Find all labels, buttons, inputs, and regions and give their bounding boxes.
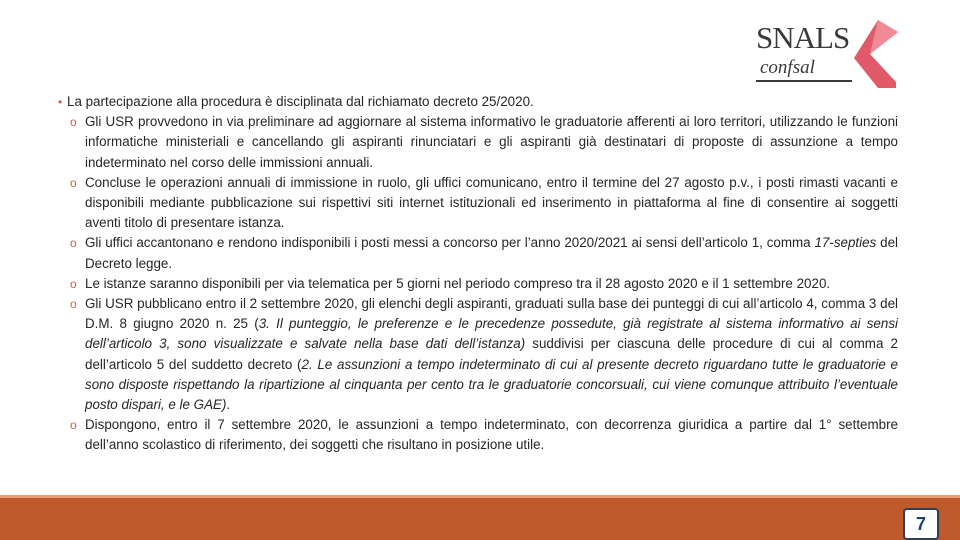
sub-item-text: Le istanze saranno disponibili per via telematica per 5 giorni nel periodo compreso tra il 28 agosto 2020 e il 1 settembre 2020. — [85, 275, 831, 291]
sub-item-text: Dispongono, entro il 7 settembre 2020, le assunzioni a tempo indeterminato, con decorrenza giuridica a partire dal 1° settembre dell’anno scolastico di riferimento, dei soggetti che risultano in posizione utile. — [85, 417, 898, 453]
page-number: 7 — [903, 508, 939, 540]
sub-item-text: Gli USR provvedono in via preliminare ad aggiornare al sistema informativo le graduatorie afferenti ai loro territori, utilizzando le funzioni informatiche ministeriali e cancellando gli aspiranti rinunciatari e gli aspiranti già destinatari di proposte di assunzione a tempo indeterminato nel corso delle immissioni annuali. — [85, 114, 898, 170]
sub-item-text: Concluse le operazioni annuali di immissione in ruolo, gli uffici comunicano, entro il termine del 27 agosto p.v., i posti rimasti vacanti e disponibili mediante pubblicazione sui rispettivi siti internet istituzionali ed inserimento in piattaforma al fine di consentire ai soggetti aventi titolo di presentare istanza. — [85, 174, 898, 231]
sub-item-text: del Decreto legge. — [85, 235, 898, 271]
logo-sub-text: confsal — [760, 57, 815, 78]
sub-item — [58, 274, 898, 294]
sub-item-italic-text: 3. Il punteggio, le preferenze e le precedenze possedute, già registrate al sistema informativo ai sensi dell’articolo 3, sono visualizzate e salvate nella base dati dell’istanza) — [85, 316, 898, 352]
circle-bullet-icon: o — [70, 297, 77, 312]
bullet-dot-icon: • — [58, 95, 63, 109]
sub-item-text: Gli uffici accantonano e rendono indisponibili i posti messi a concorso per l’anno 2020/2021 ai sensi dell’articolo 1, comma — [85, 235, 815, 251]
sub-item — [58, 173, 898, 234]
sub-item-text: . — [226, 397, 231, 413]
sub-item — [58, 233, 898, 273]
logo-brand-text: SNALS — [756, 20, 850, 55]
main-bullet — [58, 92, 898, 112]
sub-item — [58, 294, 898, 415]
footer-bar — [0, 498, 960, 540]
sub-item-italic-text: 17-septies — [814, 235, 877, 251]
circle-bullet-icon: o — [70, 236, 77, 251]
sub-item — [58, 415, 898, 455]
snals-confsal-logo — [752, 14, 902, 86]
logo-arrow-shape — [848, 20, 900, 88]
circle-bullet-icon: o — [70, 276, 77, 291]
circle-bullet-icon: o — [70, 175, 77, 190]
sub-item-text: suddivisi per ciascuna delle procedure di cui al comma 2 dell’articolo 5 del suddetto decreto ( — [85, 336, 898, 372]
slide-content — [58, 92, 898, 456]
circle-bullet-icon: o — [70, 418, 77, 433]
sub-item-text: Gli USR pubblicano entro il 2 settembre 2020, gli elenchi degli aspiranti, graduati sulla base dei punteggi di cui all’articolo 4, comma 3 del D.M. 8 giugno 2020 n. 25 ( — [85, 296, 898, 332]
logo-underline — [756, 80, 852, 82]
circle-bullet-icon: o — [70, 115, 77, 130]
sub-item-italic-text: 2. Le assunzioni a tempo indeterminato di cui al presente decreto riguardano tutte le graduatorie e sono disposte rispettando la ripartizione al cinquanta per cento tra le graduatorie concorsuali, cui viene comunque attribuito l’eventuale posto dispari, e le GAE) — [85, 356, 899, 413]
main-bullet-text: La partecipazione alla procedura è disciplinata dal richiamato decreto 25/2020. — [67, 94, 534, 109]
sub-item — [58, 112, 898, 173]
